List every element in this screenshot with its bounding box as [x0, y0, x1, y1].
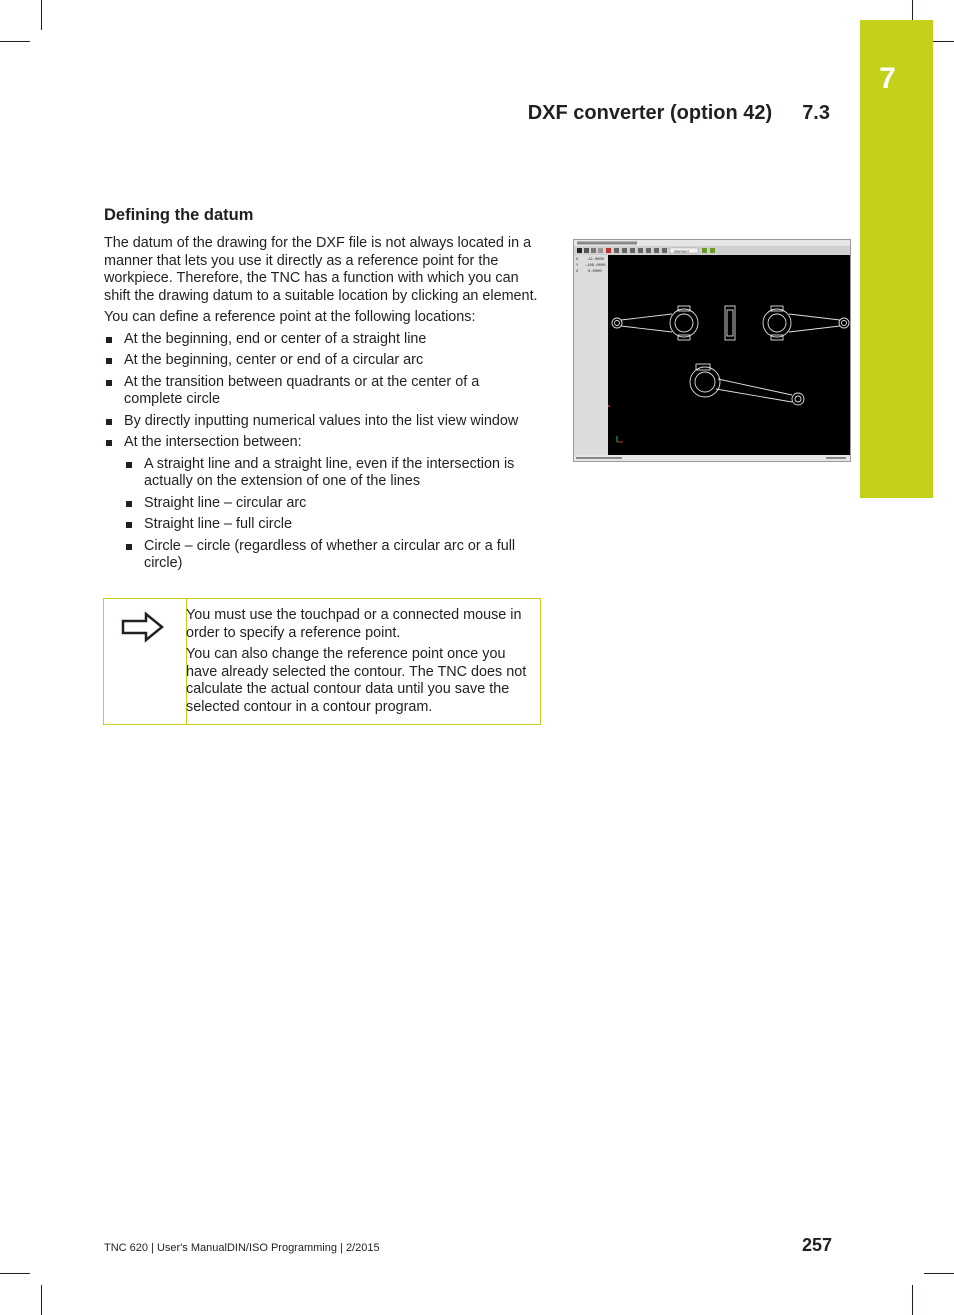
toolbar-select: Standard — [674, 249, 689, 254]
chapter-tab — [860, 20, 933, 498]
crop-mark — [41, 1285, 42, 1315]
coord-axis-y: Y — [576, 264, 579, 268]
lead-paragraph: You can define a reference point at the following locations: — [104, 309, 476, 325]
note-box — [103, 598, 541, 725]
list-item — [104, 434, 539, 573]
list-item-label: At the intersection between: — [124, 434, 302, 450]
sub-list-item: Straight line – full circle — [124, 516, 539, 534]
note-paragraph: You must use the touchpad or a connected mouse in order to specify a reference point. — [186, 607, 522, 641]
sub-list-item: Circle – circle (regardless of whether a circular arc or a full circle) — [124, 538, 539, 573]
dxf-screen-drawing — [574, 240, 850, 461]
coord-axis-x: X — [576, 258, 579, 262]
drawing-canvas[interactable] — [608, 255, 850, 455]
note-icon-column — [104, 599, 187, 724]
sub-list-item: Straight line – circular arc — [124, 495, 539, 513]
coord-value-z: 0.0000 — [588, 270, 602, 274]
section-title: Defining the datum — [104, 206, 254, 224]
note-text — [186, 607, 532, 720]
list-item: At the beginning, center or end of a circular arc — [104, 352, 539, 370]
running-header — [528, 102, 830, 125]
datum-marker — [608, 405, 610, 407]
list-item: By directly inputting numerical values into the list view window — [104, 413, 539, 431]
list-item: At the transition between quadrants or at the center of a complete circle — [104, 374, 539, 409]
crop-mark — [0, 41, 30, 42]
dxf-converter-screenshot — [573, 239, 851, 462]
arrow-right-icon — [120, 611, 166, 643]
chapter-number: 7 — [879, 62, 896, 95]
crop-mark — [912, 1285, 913, 1315]
header-section-number: 7.3 — [802, 102, 830, 124]
footer-text: TNC 620 | User's ManualDIN/ISO Programming | 2/2015 — [104, 1242, 380, 1254]
coord-value-x: 12.0000 — [588, 258, 604, 262]
page-number: 257 — [802, 1235, 833, 1255]
main-content — [104, 205, 539, 577]
note-paragraph: You can also change the reference point once you have already selected the contour. The TNC does not calculate the actual contour data until you save the selected contour in a contour program. — [186, 646, 527, 715]
intro-paragraph: The datum of the drawing for the DXF file is not always located in a manner that lets you use it directly as a reference point for the workpiece. Therefore, the TNC has a function with which you can shift the drawing datum to a suitable location by clicking an element. — [104, 235, 538, 304]
header-title: DXF converter (option 42) — [527, 102, 773, 124]
list-item: At the beginning, end or center of a straight line — [104, 331, 539, 349]
bullet-list — [104, 331, 539, 573]
sub-bullet-list — [124, 456, 539, 573]
coord-axis-z: Z — [576, 270, 579, 274]
crop-mark — [41, 0, 42, 30]
crop-mark — [0, 1273, 30, 1274]
crop-mark — [924, 1273, 954, 1274]
sub-list-item: A straight line and a straight line, even if the intersection is actually on the extension of one of the lines — [124, 456, 539, 491]
coord-value-y: -109.0000 — [585, 264, 606, 268]
